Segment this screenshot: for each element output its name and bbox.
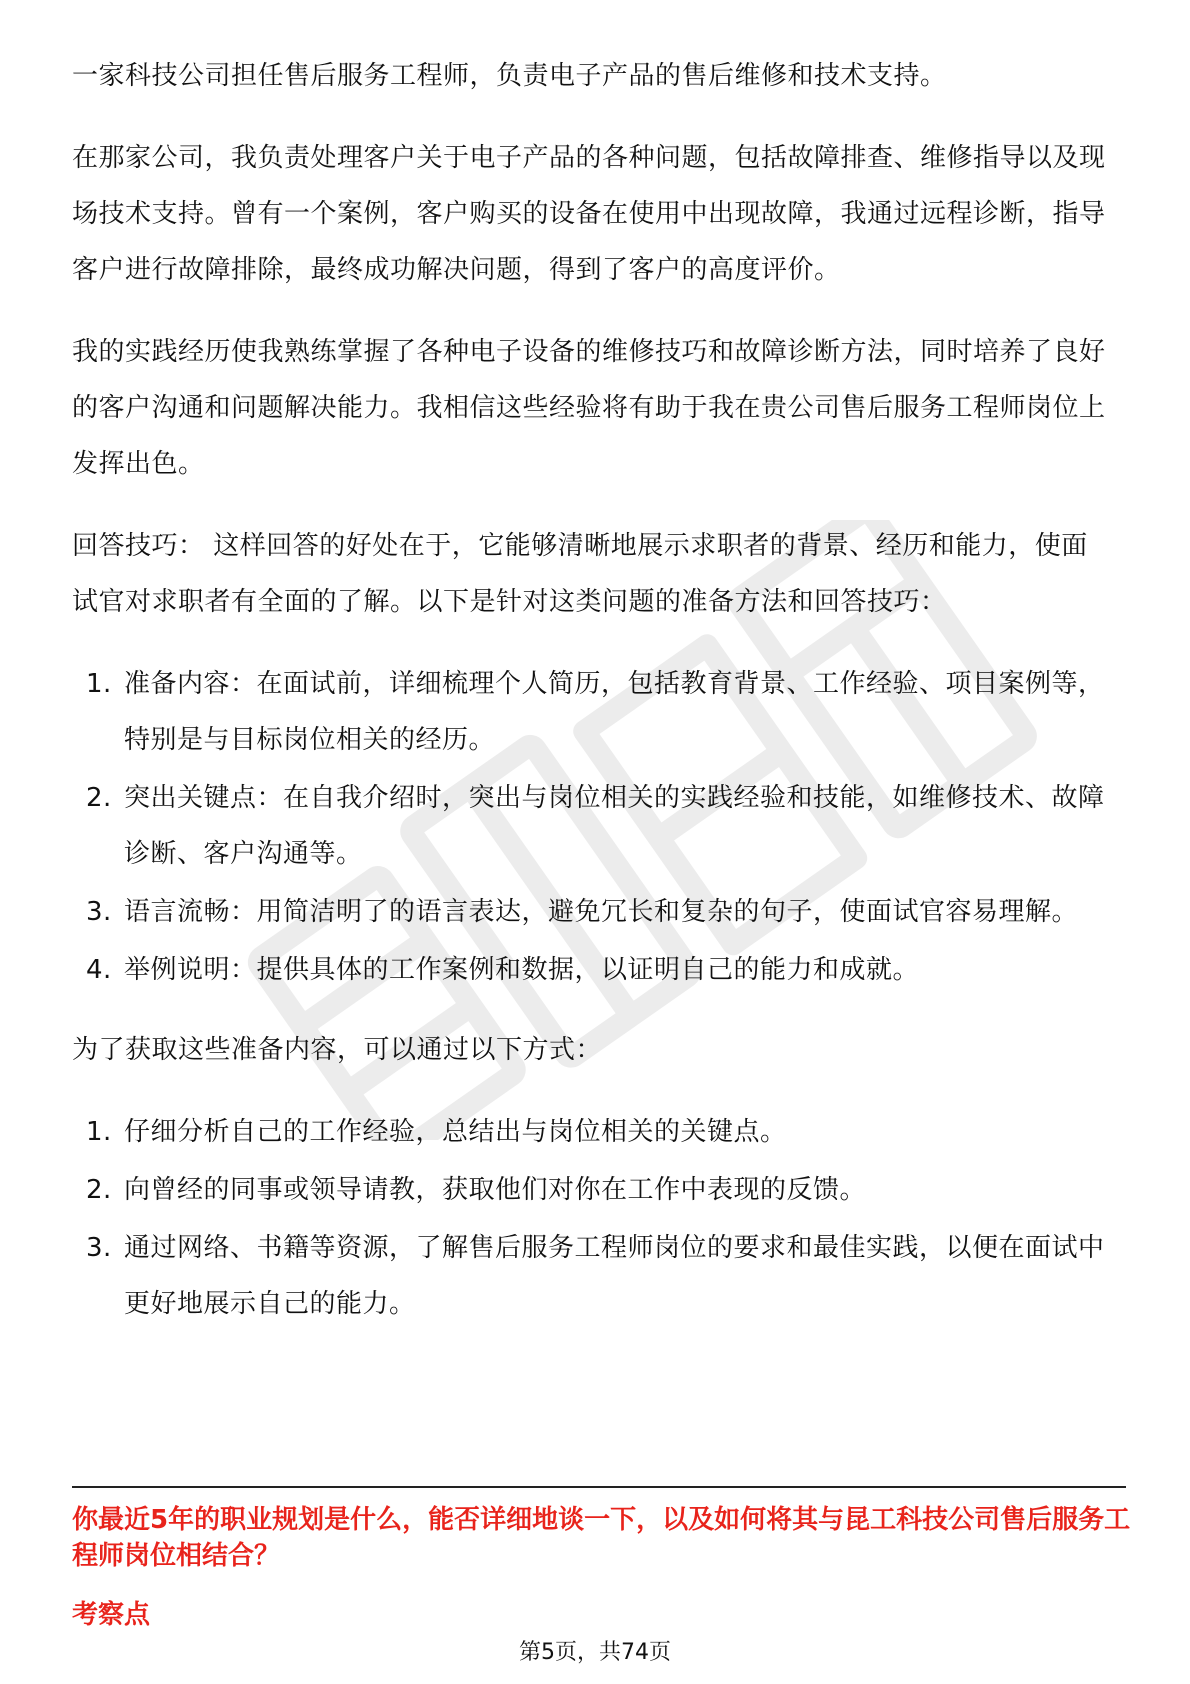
next-question-heading: 你最近5年的职业规划是什么，能否详细地谈一下，以及如何将其与昆工科技公司售后服务工程师岗位相结合？: [72, 1505, 1131, 1571]
paragraph-job-summary: 一家科技公司担任售后服务工程师，负责电子产品的售后维修和技术支持。: [72, 61, 947, 91]
section-divider: [72, 1486, 1126, 1488]
list-number: 2.: [86, 783, 112, 813]
list-item: [72, 884, 1112, 940]
list-item: [72, 1104, 1112, 1160]
section-title-assessment-points: 考察点: [72, 1600, 151, 1630]
list-number: 1.: [86, 1117, 112, 1147]
paragraph-case-example: 在那家公司，我负责处理客户关于电子产品的各种问题，包括故障排查、维修指导以及现场技术支持。曾有一个案例，客户购买的设备在使用中出现故障，我通过远程诊断，指导客户进行故障排除，最终成功解决问题，得到了客户的高度评价。: [72, 143, 1106, 285]
list-number: 3.: [86, 897, 112, 927]
list-text: 向曾经的同事或领导请教，获取他们对你在工作中表现的反馈。: [124, 1175, 867, 1205]
list-text: 语言流畅：用简洁明了的语言表达，避免冗长和复杂的句子，使面试官容易理解。: [124, 897, 1079, 927]
list-item: [72, 1220, 1112, 1332]
list-text: 突出关键点：在自我介绍时，突出与岗位相关的实践经验和技能，如维修技术、故障诊断、客户沟通等。: [124, 783, 1105, 869]
main-content: [72, 48, 1112, 1356]
tips-list: [72, 656, 1112, 998]
list-number: 2.: [86, 1175, 112, 1205]
list-number: 3.: [86, 1233, 112, 1263]
list-item: [72, 770, 1112, 882]
page-number-footer: 第5页，共74页: [519, 1640, 671, 1665]
list-text: 准备内容：在面试前，详细梳理个人简历，包括教育背景、工作经验、项目案例等，特别是与目标岗位相关的经历。: [124, 669, 1105, 755]
list-number: 4.: [86, 955, 112, 985]
list-text: 通过网络、书籍等资源，了解售后服务工程师岗位的要求和最佳实践，以便在面试中更好地展示自己的能力。: [124, 1233, 1105, 1319]
list-item: [72, 942, 1112, 998]
paragraph-skills: 我的实践经历使我熟练掌握了各种电子设备的维修技巧和故障诊断方法，同时培养了良好的客户沟通和问题解决能力。我相信这些经验将有助于我在贵公司售后服务工程师岗位上发挥出色。: [72, 337, 1106, 479]
list-number: 1.: [86, 669, 112, 699]
paragraph-prep-intro: 为了获取这些准备内容，可以通过以下方式：: [72, 1035, 603, 1065]
list-text: 仔细分析自己的工作经验，总结出与岗位相关的关键点。: [124, 1117, 787, 1147]
list-text: 举例说明：提供具体的工作案例和数据，以证明自己的能力和成就。: [124, 955, 920, 985]
paragraph-answer-tips: 回答技巧： 这样回答的好处在于，它能够清晰地展示求职者的背景、经历和能力，使面试官对求职者有全面的了解。以下是针对这类问题的准备方法和回答技巧：: [72, 531, 1088, 617]
list-item: [72, 1162, 1112, 1218]
list-item: [72, 656, 1112, 768]
prep-steps-list: [72, 1104, 1112, 1332]
